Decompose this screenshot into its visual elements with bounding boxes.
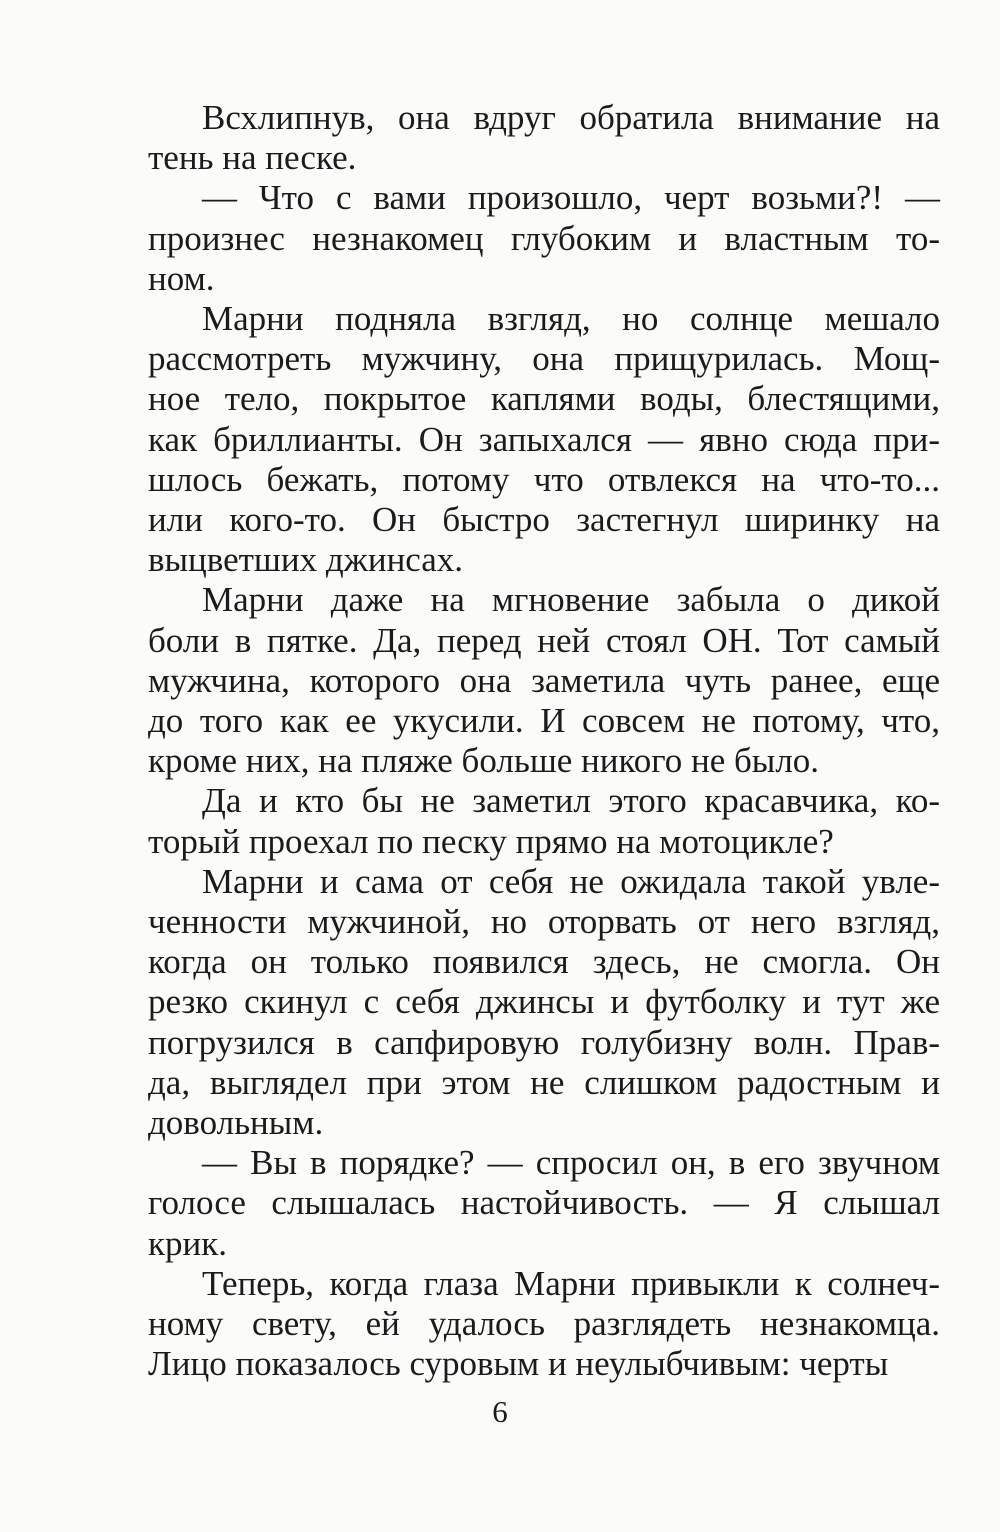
text-line: ному свету, ей удалось разглядеть незнакомца.	[148, 1304, 940, 1344]
text-line: торый проехал по песку прямо на мотоцикле?	[148, 821, 834, 861]
text-line: выцветших джинсах.	[148, 540, 464, 580]
text-line: Да и кто бы не заметил этого красавчика, ко-	[202, 781, 940, 821]
text-line: рассмотреть мужчину, она прищурилась. Мощ-	[148, 339, 940, 379]
text-line: — Вы в порядке? — спросил он, в его звучном	[202, 1143, 940, 1183]
paragraph	[148, 580, 940, 781]
paragraph	[148, 862, 940, 1143]
paragraph	[148, 1143, 940, 1264]
text-line: ное тело, покрытое каплями воды, блестящими,	[148, 379, 940, 419]
text-line: кроме них, на пляже больше никого не было.	[148, 741, 820, 781]
text-line: погрузился в сапфировую голубизну волн. Прав-	[148, 1022, 940, 1062]
text-line: боли в пятке. Да, перед ней стоял ОН. Тот самый	[148, 620, 940, 660]
text-line: Марни подняла взгляд, но солнце мешало	[202, 299, 940, 339]
text-line: крик.	[148, 1223, 227, 1263]
paragraph	[148, 98, 940, 178]
page-body	[148, 98, 940, 1385]
text-line: или кого-то. Он быстро застегнул ширинку на	[148, 500, 940, 540]
text-line: до того как ее укусили. И совсем не потому, что,	[148, 701, 940, 741]
text-line: Теперь, когда глаза Марни привыкли к солнеч-	[202, 1263, 940, 1303]
text-line: как бриллианты. Он запыхался — явно сюда при-	[148, 419, 940, 459]
text-line: Всхлипнув, она вдруг обратила внимание на	[202, 98, 940, 137]
text-line: довольным.	[148, 1103, 324, 1143]
paragraph	[148, 1264, 940, 1385]
text-line: мужчина, которого она заметила чуть ранее, еще	[148, 660, 940, 700]
paragraph	[148, 299, 940, 580]
text-line: ном.	[148, 258, 215, 298]
text-line: ченности мужчиной, но оторвать от него взгляд,	[148, 902, 940, 942]
text-line: Марни и сама от себя не ожидала такой увле-	[202, 861, 940, 901]
text-line: Марни даже на мгновение забыла о дикой	[202, 580, 940, 620]
text-line: да, выглядел при этом не слишком радостным и	[148, 1062, 940, 1102]
paragraph	[148, 178, 940, 299]
text-line: — Что с вами произошло, черт возьми?! —	[202, 178, 940, 218]
text-line: когда он только появился здесь, не смогла. Он	[148, 942, 940, 982]
text-line: Лицо показалось суровым и неулыбчивым: черты	[148, 1344, 889, 1384]
text-line: резко скинул с себя джинсы и футболку и тут же	[148, 982, 940, 1022]
text-line: шлось бежать, потому что отвлекся на что-то...	[148, 459, 940, 499]
paragraph	[148, 781, 940, 861]
text-line: тень на песке.	[148, 138, 357, 178]
text-line: произнес незнакомец глубоким и властным то-	[148, 218, 940, 258]
page-number: 6	[492, 1394, 508, 1429]
text-line: голосе слышалась настойчивость. — Я слышал	[148, 1183, 940, 1223]
